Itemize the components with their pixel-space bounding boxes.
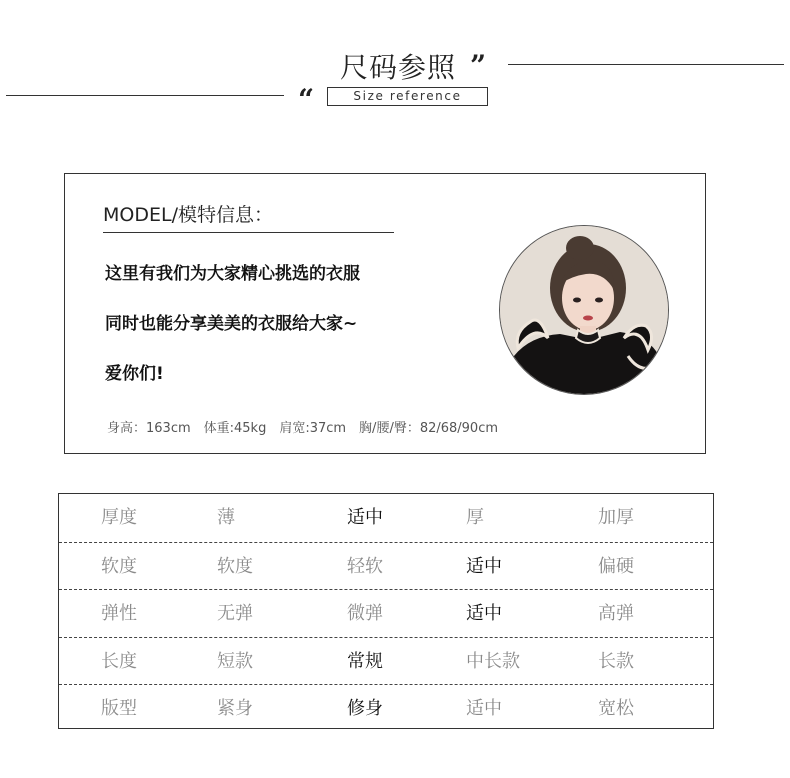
page-title: 尺码参照 bbox=[340, 51, 457, 84]
option: 适中 bbox=[466, 698, 502, 719]
table-row bbox=[59, 589, 713, 637]
option: 薄 bbox=[217, 507, 235, 528]
model-heading: MODEL/模特信息： bbox=[103, 204, 273, 226]
option: 高弹 bbox=[598, 603, 634, 624]
option-selected: 适中 bbox=[347, 507, 383, 528]
option: 轻软 bbox=[347, 555, 383, 577]
model-measurements: 身高：163cm 体重:45kg 肩宽:37cm 胸/腰/臀：82/68/90cm bbox=[107, 421, 499, 436]
option-selected: 常规 bbox=[347, 650, 383, 672]
option-selected: 适中 bbox=[466, 603, 502, 624]
option: 长款 bbox=[598, 650, 634, 672]
model-portrait-icon bbox=[499, 225, 669, 395]
header-rule-left bbox=[6, 95, 284, 96]
table-row bbox=[59, 494, 713, 541]
option: 加厚 bbox=[598, 507, 634, 528]
table-row bbox=[59, 542, 713, 590]
option: 偏硬 bbox=[598, 555, 634, 577]
option: 紧身 bbox=[217, 698, 253, 719]
option: 无弹 bbox=[217, 603, 253, 624]
row-label: 弹性 bbox=[101, 603, 137, 624]
table-row bbox=[59, 684, 713, 732]
page-subtitle: Size reference bbox=[327, 87, 488, 106]
row-label: 软度 bbox=[101, 555, 137, 577]
fabric-attribute-table bbox=[58, 493, 714, 729]
model-heading-underline bbox=[103, 232, 394, 233]
option: 中长款 bbox=[466, 650, 520, 672]
model-description-line-3: 爱你们! bbox=[105, 364, 164, 384]
open-quote: “ bbox=[298, 83, 315, 116]
close-quote: ” bbox=[470, 49, 487, 82]
option: 短款 bbox=[217, 650, 253, 672]
option: 软度 bbox=[217, 555, 253, 577]
row-label: 版型 bbox=[101, 698, 137, 719]
model-info-card bbox=[64, 173, 706, 454]
model-description-line-1: 这里有我们为大家精心挑选的衣服 bbox=[105, 264, 360, 284]
table-row bbox=[59, 637, 713, 685]
row-label: 厚度 bbox=[101, 507, 137, 528]
option: 微弹 bbox=[347, 603, 383, 624]
header-rule-right bbox=[508, 64, 784, 65]
row-label: 长度 bbox=[101, 650, 137, 672]
option: 宽松 bbox=[598, 698, 634, 719]
model-description-line-2: 同时也能分享美美的衣服给大家~ bbox=[105, 314, 358, 334]
option-selected: 修身 bbox=[347, 698, 383, 719]
option: 厚 bbox=[466, 507, 484, 528]
option-selected: 适中 bbox=[466, 555, 502, 577]
